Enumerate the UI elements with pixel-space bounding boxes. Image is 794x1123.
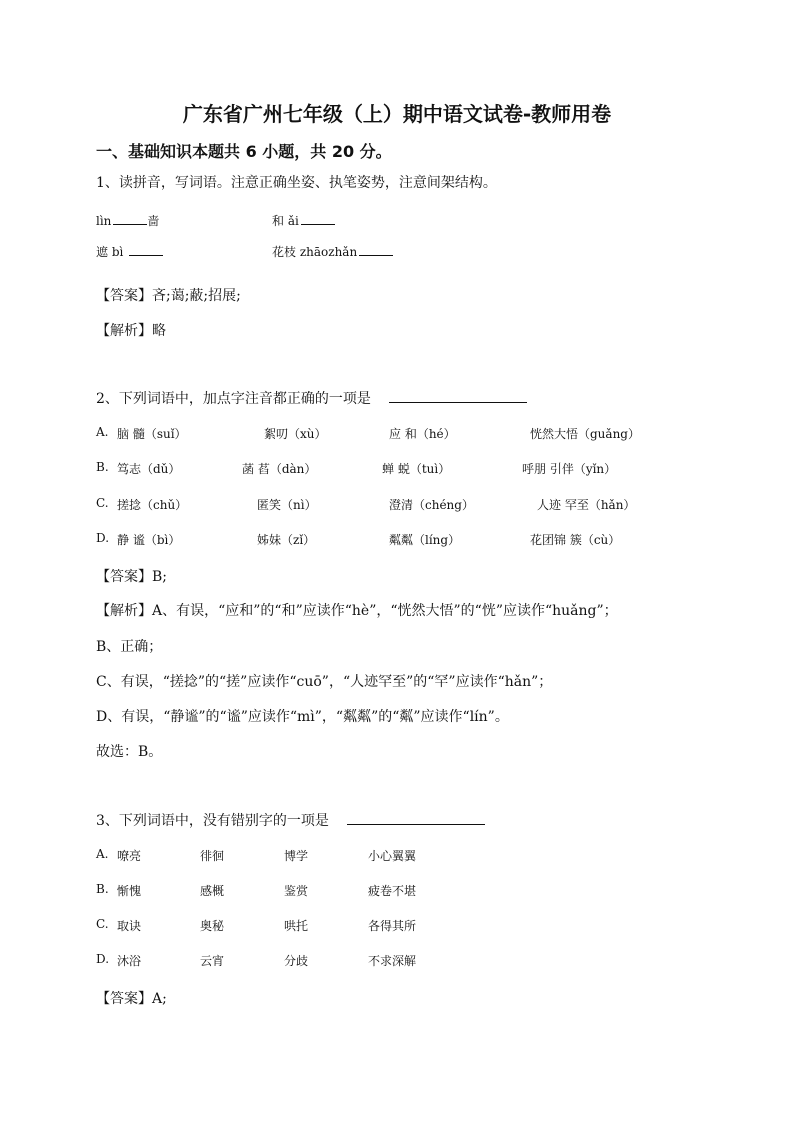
option-word: 徘徊 <box>200 849 225 863</box>
option-word: 鉴赏 <box>284 884 309 898</box>
question-3-text: 3、下列词语中，没有错别字的一项是 <box>96 813 329 829</box>
answer-label: 【答案】 <box>96 288 152 304</box>
q3-answer <box>96 988 167 1008</box>
q3-option-a <box>96 847 114 861</box>
option-word: 疲卷不堪 <box>368 884 417 898</box>
q2-option-b <box>96 460 114 474</box>
answer-text: 吝;蔼;蔽;招展; <box>152 288 241 304</box>
option-letter: C. <box>96 917 109 931</box>
q1-item-2 <box>272 212 335 229</box>
q2-option-c <box>96 496 114 510</box>
q1-answer <box>96 285 241 305</box>
q2-option-a <box>96 425 114 439</box>
q1-item-1-pinyin: lìn <box>96 214 112 228</box>
option-word: 奥秘 <box>200 919 225 933</box>
option-word: 应 和（hé） <box>389 427 456 441</box>
option-letter: C. <box>96 496 109 510</box>
question-3-stem <box>96 810 485 830</box>
q3-option-d <box>96 952 114 966</box>
option-word: 絮叨（xù） <box>264 427 327 441</box>
option-word: 沐浴 <box>117 954 142 968</box>
q1-item-3-pinyin: 遮 bì <box>96 245 124 259</box>
option-letter: A. <box>96 847 109 861</box>
section-heading: 一、基础知识本题共 6 小题，共 20 分。 <box>96 142 392 161</box>
option-word: 小心翼翼 <box>368 849 417 863</box>
answer-text: A; <box>152 991 167 1007</box>
answer-blank[interactable] <box>301 212 335 225</box>
answer-label: 【答案】 <box>96 991 152 1007</box>
option-word: 取诀 <box>117 919 142 933</box>
analysis-text: A、有误，“应和”的“和”应读作“hè”，“恍然大悟”的“恍”应读作“huǎng”； <box>152 603 618 619</box>
option-word: 感概 <box>200 884 225 898</box>
option-word: 菡 萏（dàn） <box>242 462 317 476</box>
option-word: 呼朋 引伴（yǐn） <box>522 462 617 476</box>
option-word: 哄托 <box>284 919 309 933</box>
q3-option-b <box>96 882 114 896</box>
analysis-label: 【解析】 <box>96 323 152 339</box>
option-word: 蝉 蜕（tuì） <box>382 462 451 476</box>
q1-item-1 <box>96 212 159 229</box>
q1-item-2-pinyin: 和 ǎi <box>272 214 299 228</box>
answer-blank[interactable] <box>389 389 527 403</box>
analysis-label: 【解析】 <box>96 603 152 619</box>
q1-item-4 <box>272 243 393 260</box>
answer-text: B; <box>152 569 168 585</box>
option-word: 云宵 <box>200 954 225 968</box>
option-word: 笃志（dǔ） <box>117 462 181 476</box>
option-word: 姊妹（zǐ） <box>257 533 316 547</box>
q2-option-d <box>96 531 114 545</box>
q1-item-4-pinyin: 花枝 zhāozhǎn <box>272 245 358 259</box>
option-word: 恍然大悟（guǎng） <box>530 427 640 441</box>
option-letter: D. <box>96 531 110 545</box>
option-word: 不求深解 <box>368 954 417 968</box>
option-word: 分歧 <box>284 954 309 968</box>
option-letter: A. <box>96 425 109 439</box>
q2-analysis-line-5: 故选：B。 <box>96 744 163 760</box>
answer-blank[interactable] <box>359 243 393 256</box>
q2-analysis-line-1 <box>96 600 618 620</box>
q2-analysis-line-2: B、正确； <box>96 639 163 655</box>
answer-label: 【答案】 <box>96 569 152 585</box>
option-letter: D. <box>96 952 110 966</box>
option-word: 花团锦 簇（cù） <box>530 533 621 547</box>
option-word: 人迹 罕至（hǎn） <box>537 498 636 512</box>
answer-blank[interactable] <box>113 212 147 225</box>
q1-item-1-suffix: 啬 <box>147 214 160 228</box>
option-word: 博学 <box>284 849 309 863</box>
q1-item-3 <box>96 243 163 260</box>
answer-blank[interactable] <box>129 243 163 256</box>
q2-answer <box>96 566 167 586</box>
option-word: 惭愧 <box>117 884 142 898</box>
question-2-stem <box>96 388 527 408</box>
option-letter: B. <box>96 882 109 896</box>
option-word: 脑 髓（suǐ） <box>117 427 187 441</box>
q3-option-c <box>96 917 114 931</box>
q1-analysis <box>96 320 166 340</box>
q2-analysis-line-4: D、有误，“静谧”的“谧”应读作“mì”，“粼粼”的“粼”应读作“lín”。 <box>96 709 509 725</box>
option-word: 澄清（chéng） <box>389 498 474 512</box>
option-word: 各得其所 <box>368 919 417 933</box>
option-word: 嘹亮 <box>117 849 142 863</box>
question-1-stem: 1、读拼音，写词语。注意正确坐姿、执笔姿势，注意间架结构。 <box>96 175 497 191</box>
option-word: 粼粼（líng） <box>389 533 461 547</box>
page-title: 广东省广州七年级（上）期中语文试卷-教师用卷 <box>182 102 612 126</box>
answer-blank[interactable] <box>347 811 485 825</box>
question-2-text: 2、下列词语中，加点字注音都正确的一项是 <box>96 391 371 407</box>
option-letter: B. <box>96 460 109 474</box>
option-word: 搓捻（chǔ） <box>117 498 188 512</box>
option-word: 静 谧（bì） <box>117 533 181 547</box>
option-word: 匿笑（nì） <box>257 498 317 512</box>
q2-analysis-line-3: C、有误，“搓捻”的“搓”应读作“cuō”，“人迹罕至”的“罕”应读作“hǎn”； <box>96 674 553 690</box>
analysis-text: 略 <box>152 323 166 339</box>
